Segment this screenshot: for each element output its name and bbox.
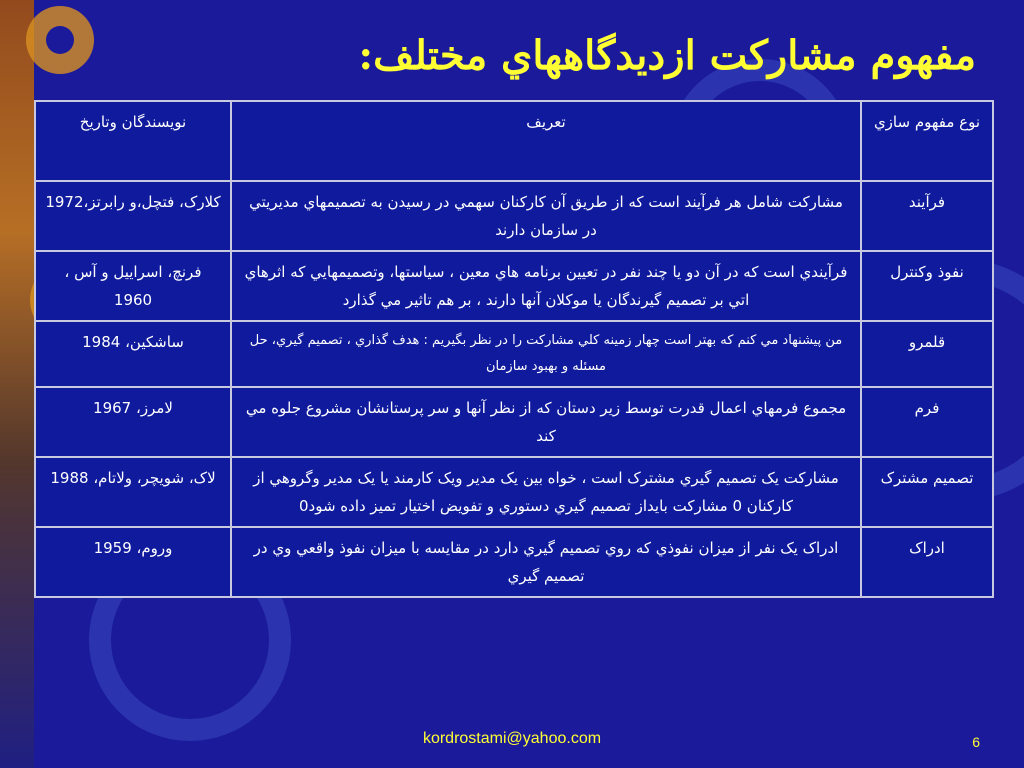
cell-authors: فرنچ، اسراييل و آس ، 1960 [35,251,231,321]
table-row [35,527,993,597]
table-row [35,457,993,527]
cell-concept: فرم [861,387,993,457]
table-row [35,181,993,251]
cell-authors: لاک، شويچر، ولاتام، 1988 [35,457,231,527]
cell-definition: مجموع فرمهاي اعمال قدرت توسط زير دستان که از نظر آنها و سر پرستانشان مشروع جلوه مي کند [231,387,861,457]
cell-authors: کلارک، فتچل،و رابرتز،1972 [35,181,231,251]
page-number: 6 [972,734,980,750]
cell-definition: ادراک يک نفر از ميزان نفوذي که روي تصميم گيري دارد در مقايسه با ميزان نفوذ واقعي وي در تصميم گيري [231,527,861,597]
cell-definition: مشارکت شامل هر فرآيند است که از طريق آن کارکنان سهمي در رسيدن به تصميمهاي مديريتي در سازمان دارند [231,181,861,251]
cell-concept: تصميم مشترک [861,457,993,527]
table-row [35,321,993,387]
cell-definition: من پيشنهاد مي کنم که بهتر است چهار زمينه کلي مشارکت را در نظر بگيريم : هدف گذاري ، تصميم گيري، حل مسئله و بهبود سازمان [231,321,861,387]
footer-email: kordrostami@yahoo.com [422,730,602,747]
cell-concept: نفوذ وکنترل [861,251,993,321]
header-definition: تعريف [231,101,861,181]
table-header-row [35,101,993,181]
slide-title: مفهوم مشارکت ازديدگاههاي مختلف: [358,32,976,79]
cell-definition: مشارکت يک تصميم گيري مشترک است ، خواه بين يک مدير ويک کارمند يا يک مدير وگروهي از کارکنان 0 مشارکت بايداز تصميم گيري دستوري و تفويض اختيار تميز داده شود0 [231,457,861,527]
participation-table [34,100,994,598]
table-row [35,251,993,321]
cell-concept: فرآيند [861,181,993,251]
cell-authors: لامرز، 1967 [35,387,231,457]
table-row [35,387,993,457]
cell-definition: فرآيندي است که در آن دو يا چند نفر در تعيين برنامه هاي معين ، سياستها، وتصميمهايي که اثرهاي اتي بر تصميم گيرندگان يا موکلان آنها دارند ، بر هم تاثير مي گذارد [231,251,861,321]
cell-concept: ادراک [861,527,993,597]
cell-concept: قلمرو [861,321,993,387]
cell-authors: وروم، 1959 [35,527,231,597]
header-concept: نوع مفهوم سازي [861,101,993,181]
header-authors: نويسندگان وتاريخ [35,101,231,181]
cell-authors: ساشکين، 1984 [35,321,231,387]
